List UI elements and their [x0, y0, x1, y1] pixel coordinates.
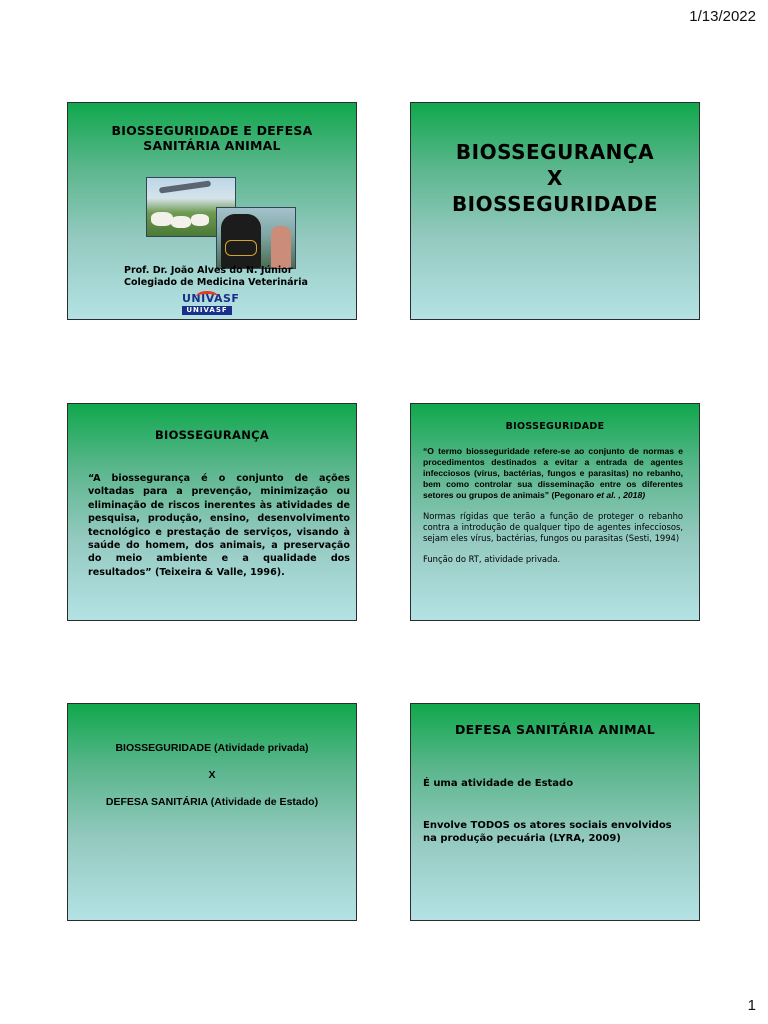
- slide-line: DEFESA SANITÁRIA (Atividade de Estado): [105, 796, 319, 808]
- title-line: X: [547, 166, 563, 190]
- quote-citation: et al. , 2018): [596, 490, 646, 500]
- airplane-shape: [159, 180, 211, 193]
- slide-body: “A biossegurança é o conjunto de ações voltadas para a prevenção, minimização ou eliminação de riscos inerentes às atividades de pesquisa, produção, ensino, desenvolvimento tecnológico e prestação de serviços, visando à saúde do homem, dos animais, a preservação do meio ambiente e a qualidade dos resultados” (Teixeira & Valle, 1996).: [88, 473, 350, 578]
- author-name: Prof. Dr. João Alves do N. Júnior: [124, 265, 293, 276]
- slide-body: [423, 446, 683, 575]
- definition-quote: [423, 446, 683, 501]
- cattle-shape: [171, 216, 191, 228]
- logo-bottom-text: UNIVASF: [182, 306, 232, 315]
- title-line: BIOSSEGURIDADE E DEFESA: [111, 123, 313, 138]
- slide-line: BIOSSEGURIDADE (Atividade privada): [115, 742, 309, 754]
- quote-text: “O termo biosseguridade refere-se ao conjunto de normas e procedimentos destinados a evitar a entrada de agentes infecciosos (vírus, bactérias, fungos e parasitas) no rebanho, bem como controlar sua disseminação entre os diferentes setores ou grupos de animais” (Pegonaro: [423, 446, 683, 500]
- slide-paragraph: Normas rígidas que terão a função de proteger o rebanho contra a introdução de qualquer tipo de agentes infecciosos, sejam eles vírus, bactérias, fungos ou parasitas (Sesti, 1994): [423, 511, 683, 543]
- federal-inspector-photo: [216, 207, 296, 269]
- cattle-shape: [191, 214, 209, 226]
- person-shape: [271, 226, 291, 268]
- slide-heading: DEFESA SANITÁRIA ANIMAL: [454, 722, 656, 737]
- author-block: [124, 265, 308, 289]
- slide-paragraph: É uma atividade de Estado: [423, 778, 574, 789]
- slide-1: [67, 102, 357, 320]
- slide-title: [78, 123, 346, 153]
- slide-5: [67, 703, 357, 921]
- slide-paragraph: Função do RT, atividade privada.: [423, 554, 561, 564]
- slide-6: [410, 703, 700, 921]
- slide-heading: BIOSSEGURIDADE: [505, 421, 605, 432]
- slide-heading: BIOSSEGURANÇA: [154, 428, 270, 442]
- badge-shape: [225, 240, 257, 256]
- slide-3: [67, 403, 357, 621]
- slide-title: [411, 139, 699, 217]
- logo-top-text: UNIVASF: [182, 292, 240, 305]
- slide-paragraph: Envolve TODOS os atores sociais envolvidos na produção pecuária (LYRA, 2009): [423, 820, 672, 844]
- author-department: Colegiado de Medicina Veterinária: [124, 277, 308, 288]
- univasf-logo: [182, 292, 240, 317]
- title-line: BIOSSEGURIDADE: [451, 192, 659, 216]
- slide-photos: [146, 177, 296, 267]
- slide-2: [410, 102, 700, 320]
- slide-4: [410, 403, 700, 621]
- page-number: 1: [747, 997, 756, 1014]
- title-line: BIOSSEGURANÇA: [455, 140, 655, 164]
- logo-arc-icon: [196, 291, 218, 302]
- cattle-shape: [151, 212, 173, 226]
- title-line: SANITÁRIA ANIMAL: [143, 138, 281, 153]
- slide-line: X: [208, 769, 216, 781]
- page-date: 1/13/2022: [689, 8, 756, 25]
